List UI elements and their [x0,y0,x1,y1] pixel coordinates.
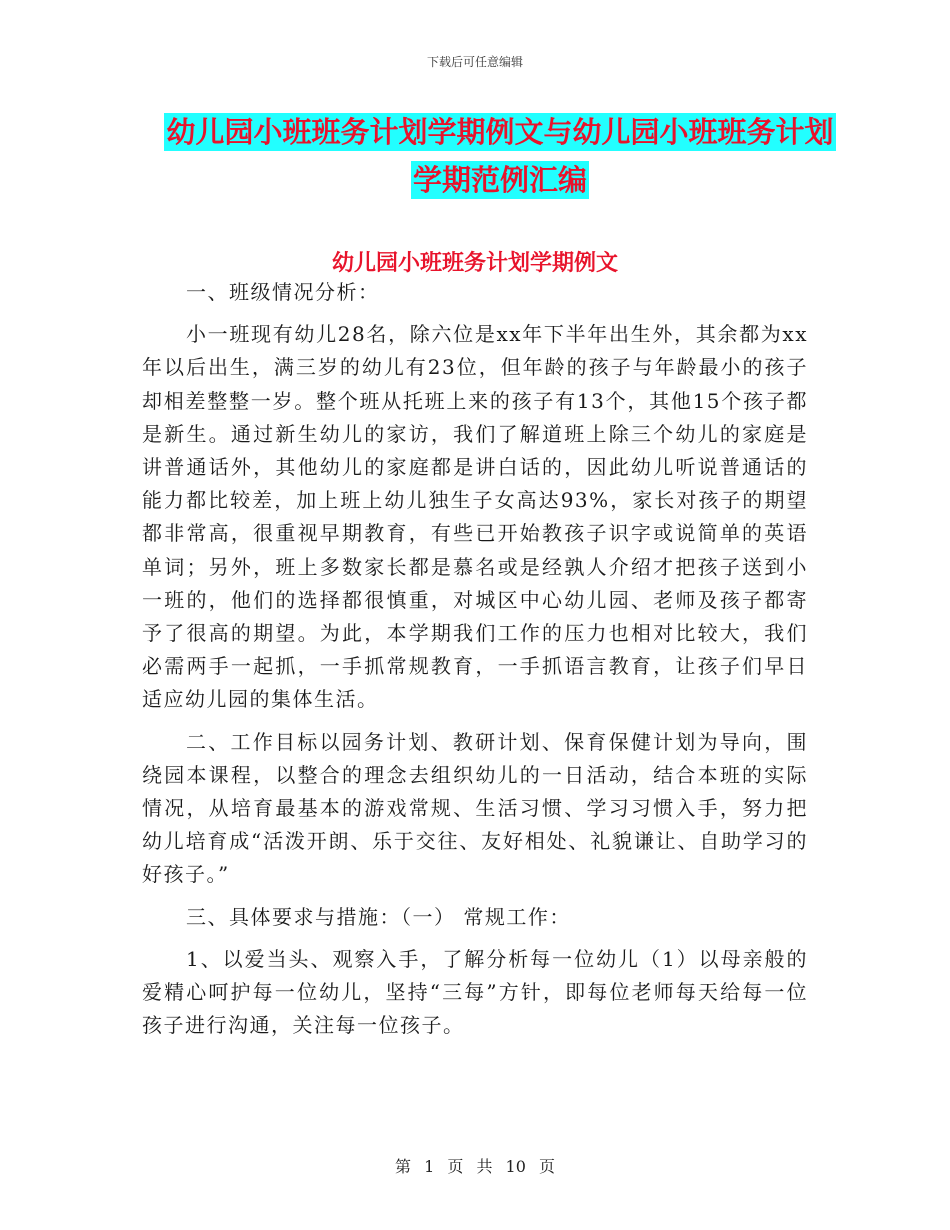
page-footer: 第 1 页 共 10 页 [395,1157,555,1176]
paragraph-measure-1: 1、以爱当头、观察入手，了解分析每一位幼儿（1）以母亲般的爱精心呵护每一位幼儿，坚持“三每”方针，即每位老师每天给每一位孩子进行沟通，关注每一位孩子。 [142,946,808,1038]
paragraph-class-analysis-heading: 一、班级情况分析： [186,280,380,304]
paragraph-class-analysis: 小一班现有幼儿28名，除六位是xx年下半年出生外，其余都为xx年以后出生，满三岁的幼儿有23位，但年龄的孩子与年龄最小的孩子却相差整整一岁。整个班从托班上来的孩子有13个，其他15个孩子都是新生。通过新生幼儿的家访，我们了解道班上除三个幼儿的家庭是讲普通话外，其他幼儿的家庭都是讲白话的，因此幼儿听说普通话的能力都比较差，加上班上幼儿独生子女高达93%，家长对孩子的期望都非常高，很重视早期教育，有些已开始教孩子识字或说简单的英语单词；另外，班上多数家长都是慕名或是经孰人介绍才把孩子送到小一班的，他们的选择都很慎重，对城区中心幼儿园、老师及孩子都寄予了很高的期望。为此，本学期我们工作的压力也相对比较大，我们必需两手一起抓，一手抓常规教育，一手抓语言教育，让孩子们早日适应幼儿园的集体生活。 [142,322,808,712]
document-title-line-1: 幼儿园小班班务计划学期例文与幼儿园小班班务计划 [166,115,834,149]
document-title [120,108,880,204]
section-title: 幼儿园小班班务计划学期例文 [331,250,618,276]
paragraph-work-goals: 二、工作目标以园务计划、教研计划、保育保健计划为导向，围绕园本课程，以整合的理念去组织幼儿的一日活动，结合本班的实际情况，从培育最基本的游戏常规、生活习惯、学习习惯入手，努力把幼儿培育成“活泼开朗、乐于交往、友好相处、礼貌谦让、自助学习的好孩子。” [142,729,808,887]
paragraph-measures-heading: 三、具体要求与措施：（一） 常规工作： [186,904,571,929]
page-header-note: 下载后可任意编辑 [426,55,523,69]
document-body [142,276,808,1042]
document-title-line-2: 学期范例汇编 [412,163,587,197]
